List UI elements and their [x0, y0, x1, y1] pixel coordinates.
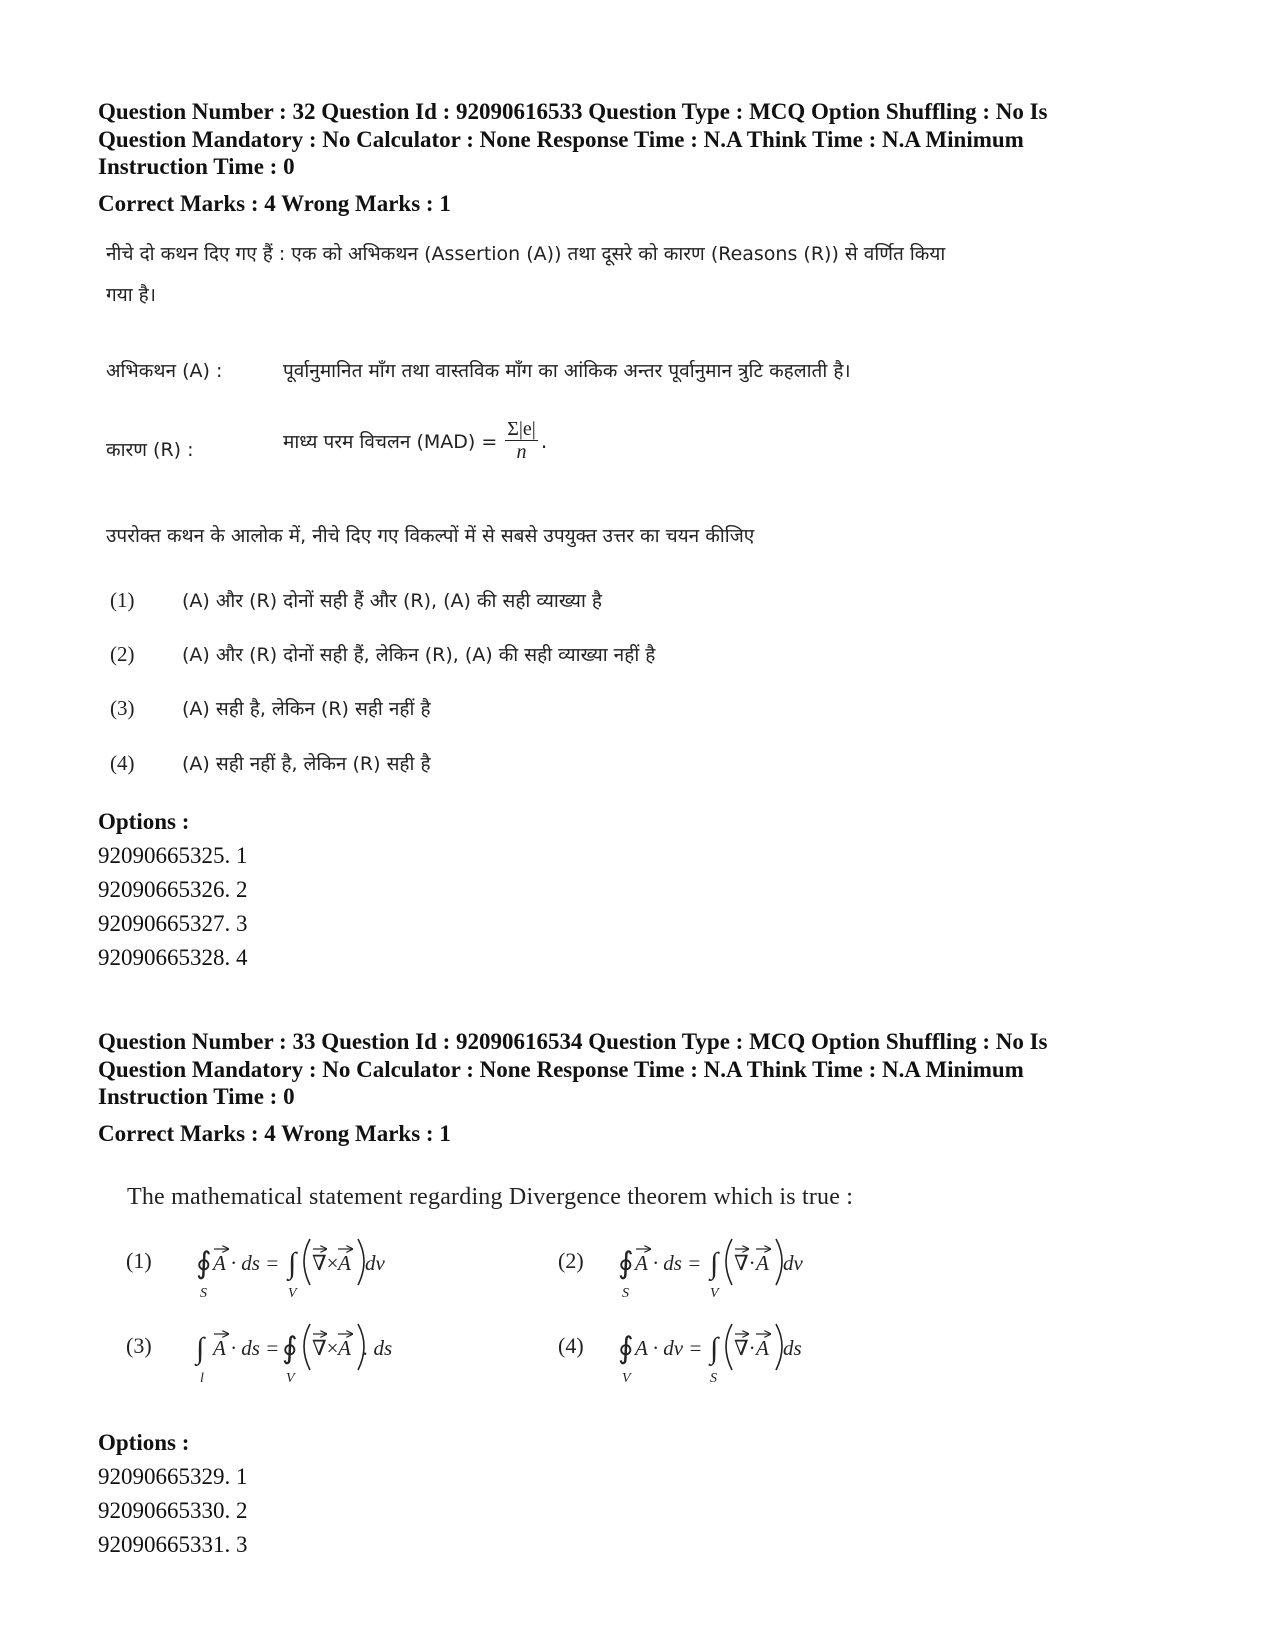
q32-reason-label: कारण (R) : [106, 439, 194, 461]
q33-choice-2-vector: A [756, 1251, 769, 1275]
q33-choice-1-rhs-op: ∇× [312, 1251, 339, 1275]
q33-choice-1-rhs-sub: V [288, 1286, 297, 1301]
right-paren [776, 1324, 782, 1370]
q33-choice-3-rhs-sub: V [286, 1371, 295, 1386]
q32-marks: Correct Marks : 4 Wrong Marks : 1 [98, 191, 451, 216]
right-paren [776, 1239, 782, 1285]
q33-meta-line3: Instruction Time : 0 [98, 1084, 295, 1109]
q33-choice-1-rhs-end: dv [365, 1251, 385, 1275]
q33-choice-3-lhs-integral: ∫ [196, 1332, 205, 1365]
q33-choice-4-rhs-sub: S [710, 1371, 717, 1386]
q33-choice-2-lhs-sub: S [622, 1286, 629, 1301]
q33-statement: The mathematical statement regarding Divergence theorem which is true : [127, 1184, 854, 1210]
q33-choice-2-num: (2) [558, 1248, 584, 1273]
q32-reason [283, 418, 547, 463]
q33-choice-2-rhs-sub: V [710, 1286, 719, 1301]
q32-choice-2-text: (A) और (R) दोनों सही हैं, लेकिन (R), (A) की सही व्याख्या नहीं है [182, 644, 656, 666]
q32-option-1: 92090665325. 1 [98, 843, 248, 868]
left-paren [726, 1239, 732, 1285]
q33-option-3: 92090665331. 3 [98, 1532, 248, 1557]
q32-choice-1-text: (A) और (R) दोनों सही हैं और (R), (A) की सही व्याख्या है [182, 590, 603, 612]
q33-choice-1-lhs-sub: S [200, 1286, 207, 1301]
q33-choice-4-vector: A [756, 1336, 769, 1360]
q33-choice-3-rhs-integral: ∮ [282, 1332, 298, 1365]
q33-choice-4-rhs-integral: ∫ [710, 1332, 719, 1365]
q33-choice-2-rhs-op: ∇· [734, 1251, 756, 1275]
q32-options-title: Options : [98, 809, 190, 834]
q32-meta-line3: Instruction Time : 0 [98, 154, 295, 179]
q32-reason-text: माध्य परम विचलन (MAD) = [283, 430, 498, 453]
mad-denominator: n [516, 441, 527, 463]
q32-choice-3-text: (A) सही है, लेकिन (R) सही नहीं है [182, 698, 431, 720]
q33-choice-4 [558, 1324, 802, 1386]
q33-meta-line2: Question Mandatory : No Calculator : None Response Time : N.A Think Time : N.A Minimum [98, 1056, 1024, 1082]
mad-period: . [540, 428, 548, 453]
q32-meta [98, 98, 1188, 181]
q33-choice-2-lhs-integral: ∮ [618, 1247, 634, 1280]
left-paren [726, 1324, 732, 1370]
q33-choice-3-num: (3) [126, 1333, 152, 1358]
q33-choice-3-vector: A [338, 1336, 351, 1360]
q32-instruction: उपरोक्त कथन के आलोक में, नीचे दिए गए विकल्पों में से सबसे उपयुक्त उत्तर का चयन कीजिए [106, 525, 755, 547]
q33-choice-1 [126, 1239, 386, 1301]
q33-option-2: 92090665330. 2 [98, 1498, 248, 1523]
left-paren [304, 1239, 310, 1285]
q32-choice-4-text: (A) सही नहीं है, लेकिन (R) सही है [182, 753, 431, 775]
q33-choice-2-rhs-end: dv [783, 1251, 803, 1275]
q33-choice-3-lhs-sub: l [200, 1371, 204, 1386]
q33-option-1: 92090665329. 1 [98, 1464, 248, 1489]
q33-choice-4-lhs: A · dv = [635, 1336, 703, 1360]
q33-choices-svg [110, 1225, 900, 1405]
q33-meta-line1: Question Number : 33 Question Id : 92090616534 Question Type : MCQ Option Shuffling : No Is [98, 1029, 1048, 1054]
q33-choice-2-rhs-integral: ∫ [710, 1247, 719, 1280]
q33-choice-1-rhs-integral: ∫ [288, 1247, 297, 1280]
q33-choice-4-lhs-integral: ∮ [618, 1332, 634, 1365]
q33-choice-4-num: (4) [558, 1333, 584, 1358]
q33-choice-3-rhs-end: . ds [363, 1336, 393, 1360]
q33-choice-1-lhs-integral: ∮ [196, 1247, 212, 1280]
q33-choice-3 [126, 1324, 392, 1386]
q32-choice-4-num: (4) [110, 751, 135, 775]
q32-choice-3-num: (3) [110, 696, 135, 720]
right-paren [358, 1239, 364, 1285]
q32-option-3: 92090665327. 3 [98, 911, 248, 936]
left-paren [304, 1324, 310, 1370]
q33-choice-3-rhs-op: ∇× [312, 1336, 339, 1360]
mad-numerator: Σ|e| [507, 418, 536, 440]
q32-intro-line1: नीचे दो कथन दिए गए हैं : एक को अभिकथन (Assertion (A)) तथा दूसरे को कारण (Reasons (R)) से वर्णित किया [106, 243, 946, 265]
q32-intro-line2: गया है। [106, 284, 156, 306]
q33-choice-1-vector: A [338, 1251, 351, 1275]
mad-fraction [505, 418, 538, 463]
q33-choice-1-num: (1) [126, 1248, 152, 1273]
q33-choice-2 [558, 1239, 804, 1301]
q32-option-4: 92090665328. 4 [98, 945, 248, 970]
q33-choice-1-lhs: A · ds = [213, 1251, 280, 1275]
q32-assertion-text: पूर्वानुमानित माँग तथा वास्तविक माँग का आंकिक अन्तर पूर्वानुमान त्रुटि कहलाती है। [283, 360, 851, 382]
q33-marks: Correct Marks : 4 Wrong Marks : 1 [98, 1121, 451, 1146]
q33-choice-4-rhs-end: ds [783, 1336, 802, 1360]
q33-meta [98, 1028, 1188, 1111]
q32-assertion-label: अभिकथन (A) : [106, 360, 223, 382]
q33-choice-4-rhs-op: ∇· [734, 1336, 756, 1360]
q33-options-title: Options : [98, 1430, 190, 1455]
q32-meta-line1: Question Number : 32 Question Id : 92090616533 Question Type : MCQ Option Shuffling : No Is [98, 99, 1048, 124]
q33-choice-2-lhs: A · ds = [635, 1251, 702, 1275]
q32-option-2: 92090665326. 2 [98, 877, 248, 902]
q32-choice-1-num: (1) [110, 588, 135, 612]
q33-choice-4-lhs-sub: V [622, 1371, 631, 1386]
q32-choice-2-num: (2) [110, 642, 135, 666]
q33-choice-3-lhs: A · ds = [213, 1336, 280, 1360]
q32-meta-line2: Question Mandatory : No Calculator : None Response Time : N.A Think Time : N.A Minimum [98, 126, 1024, 152]
